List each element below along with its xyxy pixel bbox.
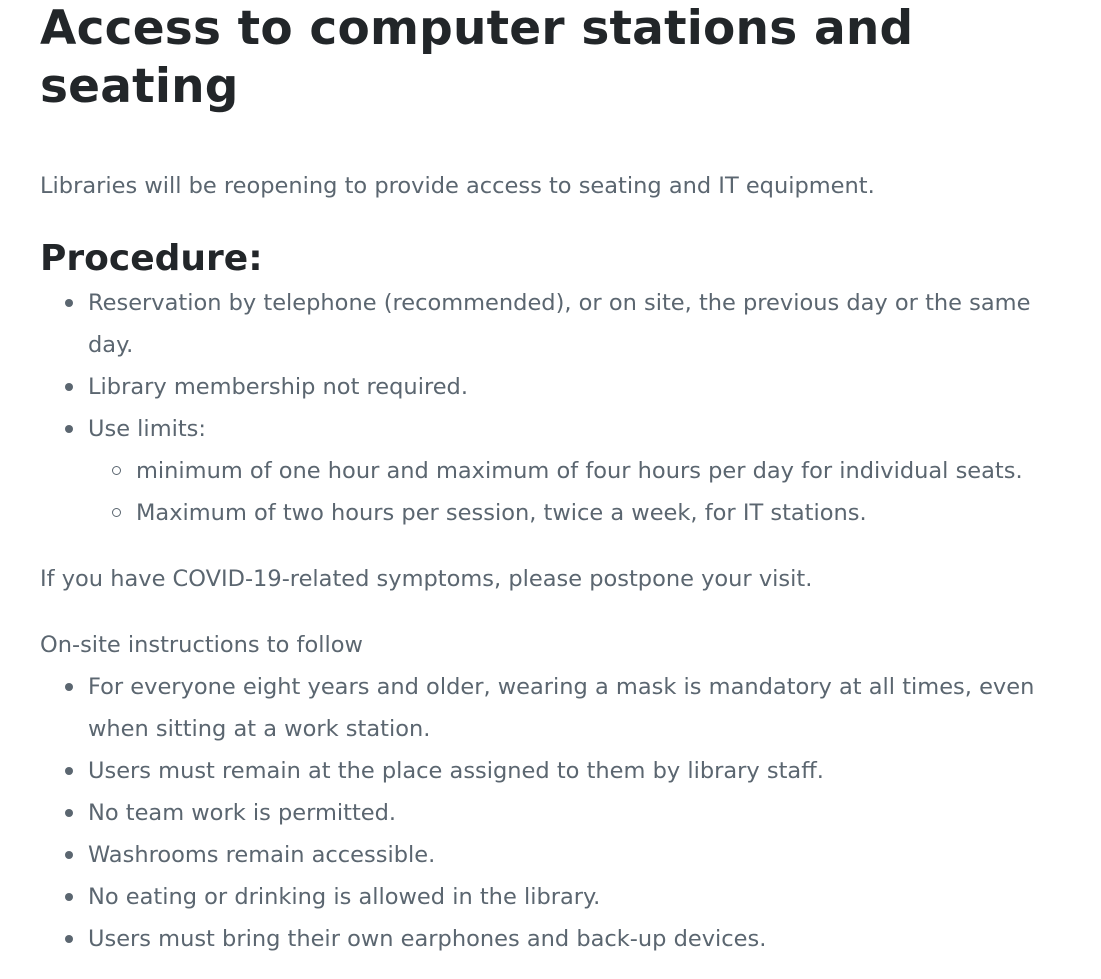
onsite-heading: On-site instructions to follow (40, 632, 363, 658)
list-item-text: Library membership not required. (88, 374, 468, 400)
onsite-instructions-list (40, 666, 1061, 960)
list-item-text: Users must remain at the place assigned to them by library staff. (88, 758, 824, 784)
sub-list-item-text: minimum of one hour and maximum of four hours per day for individual seats. (136, 458, 1023, 484)
page-title: Access to computer stations and seating (40, 1, 914, 114)
list-item-text: No eating or drinking is allowed in the library. (88, 884, 601, 910)
list-item-text: Use limits: (88, 416, 206, 442)
list-item-text: Users must bring their own earphones and back-up devices. (88, 926, 767, 952)
list-item-text: No team work is permitted. (88, 800, 397, 826)
list-item (40, 666, 1061, 750)
list-item (40, 408, 1061, 534)
sub-list-item-text: Maximum of two hours per session, twice a week, for IT stations. (136, 500, 867, 526)
intro-paragraph: Libraries will be reopening to provide access to seating and IT equipment. (40, 173, 875, 199)
list-item (40, 792, 1061, 834)
list-item (40, 750, 1061, 792)
procedure-heading: Procedure: (40, 238, 263, 279)
sub-list-item (88, 450, 1061, 492)
use-limits-list (88, 450, 1061, 534)
list-item (40, 834, 1061, 876)
list-item-text: Reservation by telephone (recommended), or on site, the previous day or the same day. (88, 290, 1031, 358)
covid-notice: If you have COVID-19-related symptoms, please postpone your visit. (40, 566, 813, 592)
procedure-list (40, 282, 1061, 534)
list-item (40, 918, 1061, 960)
list-item-text: Washrooms remain accessible. (88, 842, 436, 868)
list-item-text: For everyone eight years and older, wearing a mask is mandatory at all times, even when sitting at a work station. (88, 674, 1035, 742)
list-item (40, 876, 1061, 918)
sub-list-item (88, 492, 1061, 534)
list-item (40, 282, 1061, 366)
list-item (40, 366, 1061, 408)
